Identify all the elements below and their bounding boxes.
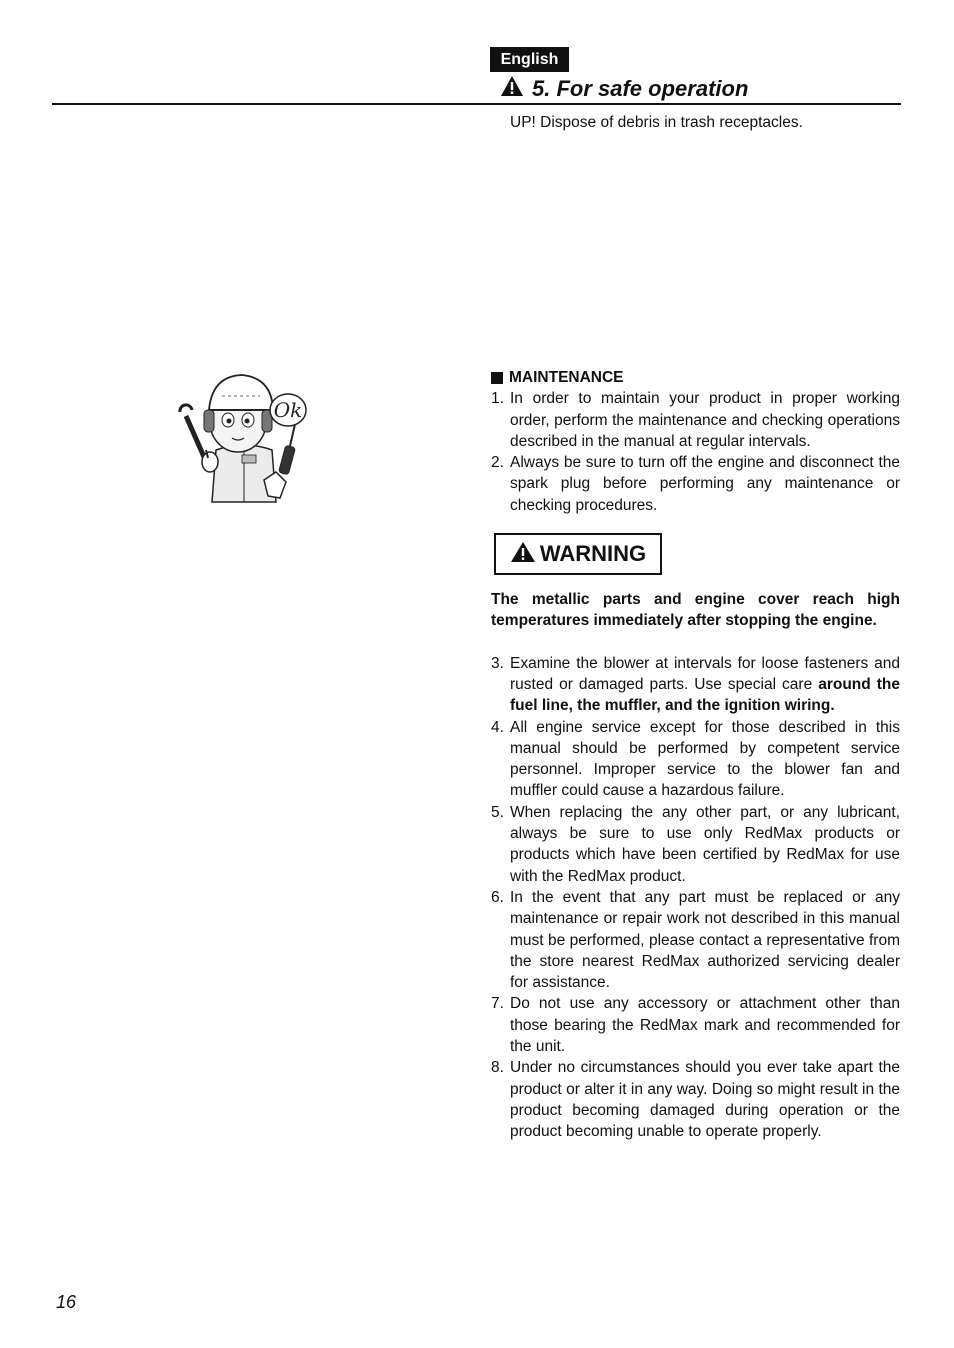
warning-label: WARNING (539, 541, 647, 567)
header-rule (52, 103, 901, 105)
main-column (491, 367, 900, 1143)
item-number: 4. (491, 718, 504, 736)
item-number: 5. (491, 803, 504, 821)
item-text: Under no circumstances should you ever take apart the product or alter it in any way. Doing so might result in the product becoming damaged during operation or the product becoming unable to operate properly. (510, 1059, 900, 1141)
warning-triangle-icon (500, 75, 524, 103)
warning-text: The metallic parts and engine cover reach high temperatures immediately after stopping the engine. (491, 591, 900, 630)
language-tab: English (490, 47, 569, 72)
section-title (500, 75, 748, 103)
list-item (491, 388, 900, 452)
list-item (491, 993, 900, 1057)
item-number: 2. (491, 454, 504, 472)
item-number: 3. (491, 654, 504, 672)
list-item (491, 717, 900, 802)
item-number: 1. (491, 390, 504, 408)
item-text-regular: Examine the blower at intervals for loose fasteners and rusted or damaged parts. Use special care (510, 654, 900, 693)
maintenance-heading (491, 367, 900, 388)
maintenance-list (491, 388, 900, 516)
list-item (491, 887, 900, 993)
list-item (491, 452, 900, 516)
ok-bubble-text: Ok (273, 398, 303, 422)
maintenance-list-continued (491, 653, 900, 1143)
warning-triangle-icon (510, 541, 536, 566)
maintenance-heading-text: MAINTENANCE (509, 369, 624, 386)
list-item (491, 653, 900, 717)
list-item (491, 1057, 900, 1142)
worker-illustration (176, 370, 312, 510)
item-number: 6. (491, 888, 504, 906)
continued-text: UP! Dispose of debris in trash receptacles. (510, 114, 803, 131)
item-text-bold: around the fuel line, the muffler, and the ignition wiring. (510, 675, 900, 715)
item-text: Always be sure to turn off the engine and disconnect the spark plug before performing any maintenance or checking procedures. (510, 454, 900, 514)
list-item (491, 802, 900, 887)
item-text: In the event that any part must be replaced or any maintenance or repair work not described in this manual must be performed, please contact a representative from the store nearest RedMax authorized servicing dealer for assistance. (510, 888, 900, 992)
item-number: 7. (491, 995, 504, 1013)
item-text (510, 653, 900, 717)
item-number: 8. (491, 1059, 504, 1077)
square-bullet-icon (491, 372, 503, 384)
page-number: 16 (56, 1292, 77, 1312)
section-title-text: 5. For safe operation (532, 76, 749, 101)
warning-box (494, 533, 662, 575)
item-text: In order to maintain your product in proper working order, perform the maintenance and checking operations described in the manual at regular intervals. (510, 390, 900, 450)
item-text: When replacing the any other part, or any lubricant, always be sure to use only RedMax products or products which have been certified by RedMax for use with the RedMax product. (510, 803, 900, 885)
item-text: Do not use any accessory or attachment other than those bearing the RedMax mark and recommended for the unit. (510, 995, 900, 1056)
item-text: All engine service except for those described in this manual should be performed by competent service personnel. Improper service to the blower fan and muffler could cause a hazardous failure. (510, 718, 900, 800)
